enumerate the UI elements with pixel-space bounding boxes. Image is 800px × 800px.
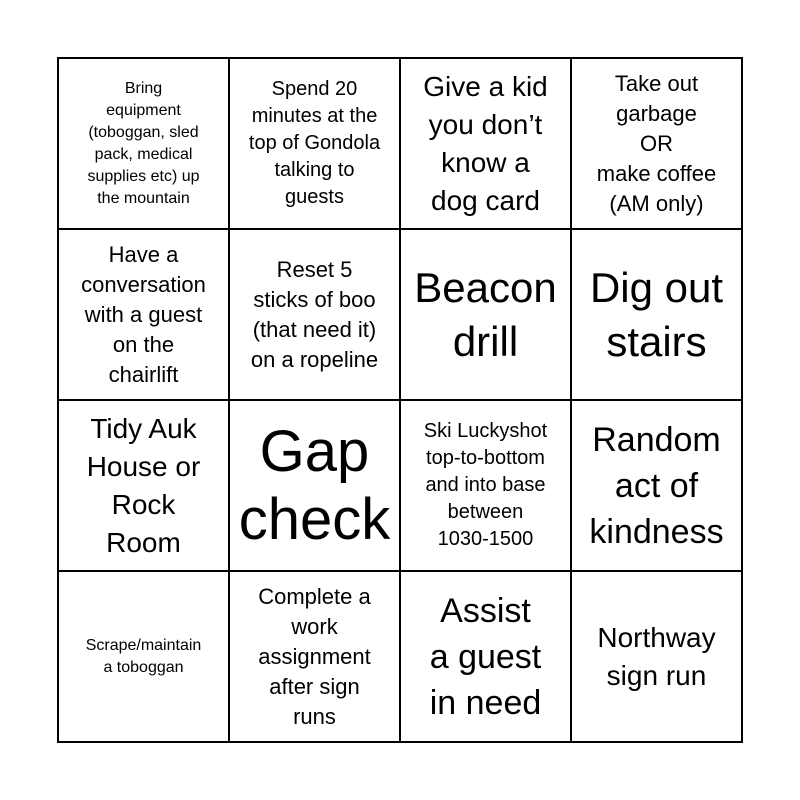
bingo-cell-r3c2-free[interactable]	[229, 400, 400, 571]
bingo-cell-r2c4[interactable]	[571, 229, 742, 400]
bingo-cell-text: Dig out stairs	[589, 263, 724, 365]
bingo-cell-text: Have a conversation with a guest on the chairlift	[81, 241, 206, 387]
bingo-cell-text: Spend 20 minutes at the top of Gondola talking to guests	[248, 78, 381, 208]
bingo-cell-text: Complete a work assignment after sign runs	[258, 583, 371, 729]
bingo-cell-text: Reset 5 sticks of boo (that need it) on a ropeline	[250, 256, 379, 372]
bingo-cell-r1c3[interactable]	[400, 58, 571, 229]
bingo-cell-text: Give a kid you don’t know a dog card	[423, 70, 548, 216]
bingo-cell-text: Tidy Auk House or Rock Room	[86, 412, 201, 558]
bingo-cell-text: Ski Luckyshot top-to-bottom and into base between 1030-1500	[423, 420, 548, 550]
bingo-cell-text: Gap check	[238, 418, 391, 552]
bingo-cell-r4c2[interactable]	[229, 571, 400, 742]
bingo-cell-r4c4[interactable]	[571, 571, 742, 742]
bingo-cell-text: Random act of kindness	[589, 420, 724, 551]
bingo-cell-r2c2[interactable]	[229, 229, 400, 400]
bingo-cell-text: Northway sign run	[597, 621, 716, 691]
bingo-cell-r4c1[interactable]	[58, 571, 229, 742]
bingo-cell-text: Scrape/maintain a toboggan	[85, 636, 202, 676]
bingo-cell-r1c2[interactable]	[229, 58, 400, 229]
bingo-cell-r3c3[interactable]	[400, 400, 571, 571]
bingo-cell-r3c1[interactable]	[58, 400, 229, 571]
bingo-cell-r1c1[interactable]	[58, 58, 229, 229]
bingo-cell-text: Assist a guest in need	[429, 591, 542, 722]
bingo-cell-r2c1[interactable]	[58, 229, 229, 400]
bingo-cell-text: Take out garbage OR make coffee (AM only)	[596, 70, 717, 216]
bingo-cell-r2c3[interactable]	[400, 229, 571, 400]
bingo-cell-r4c3[interactable]	[400, 571, 571, 742]
bingo-cell-text: Beacon drill	[414, 263, 557, 365]
bingo-cell-r3c4[interactable]	[571, 400, 742, 571]
bingo-board	[57, 57, 743, 743]
bingo-cell-r1c4[interactable]	[571, 58, 742, 229]
bingo-cell-text: Bring equipment (toboggan, sled pack, medical supplies etc) up the mountain	[87, 79, 200, 207]
